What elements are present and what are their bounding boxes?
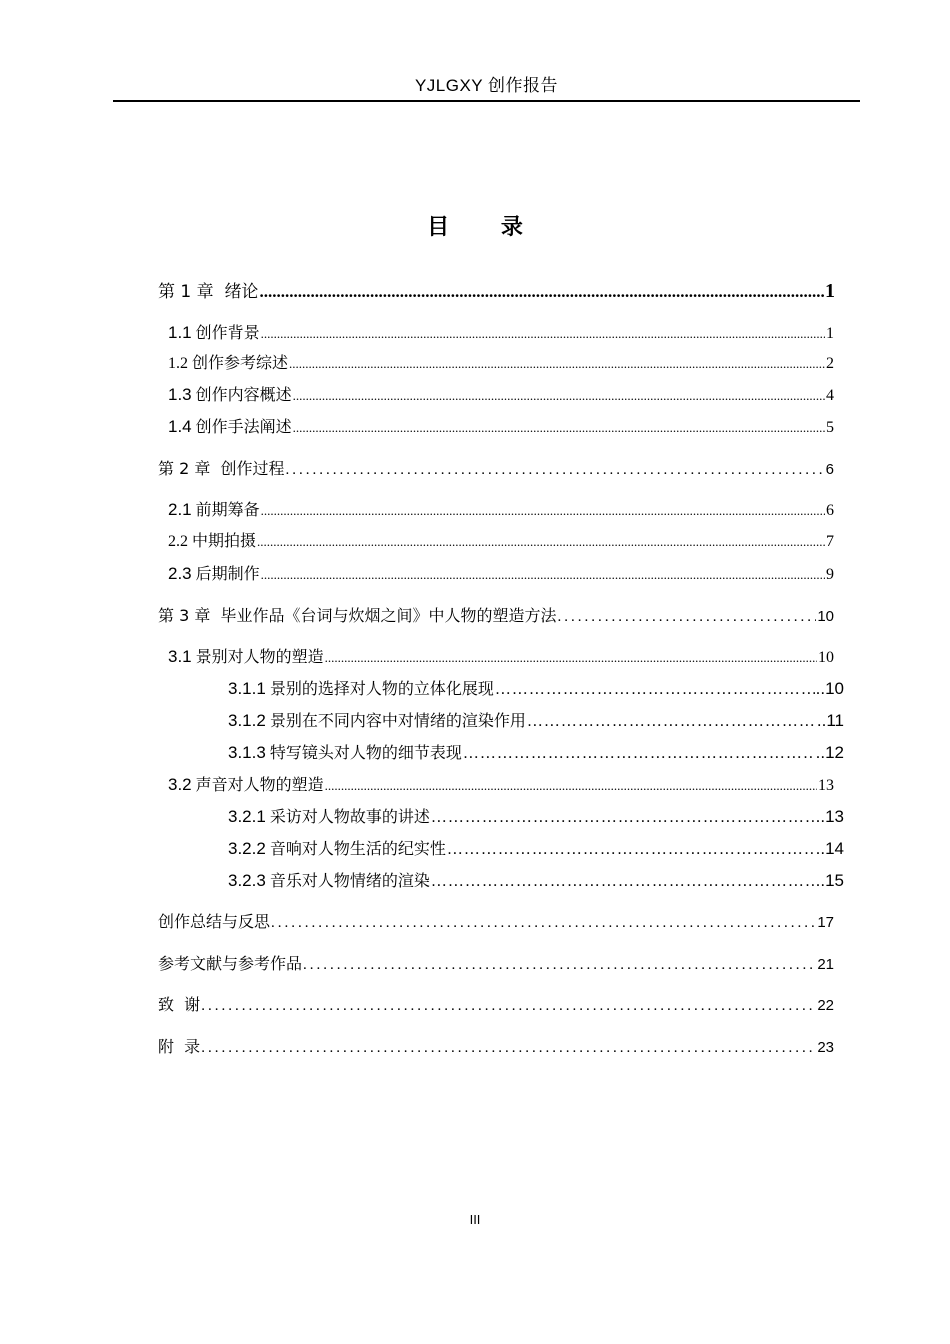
toc-entry-label: 2.1 前期筹备 (168, 500, 260, 519)
toc-page-number: 10 (818, 649, 834, 666)
toc-leader (558, 604, 817, 630)
toc-entry-label: 3.1 景别对人物的塑造 (168, 647, 324, 666)
toc-leader (261, 498, 825, 524)
toc-page-number: 2 (826, 355, 834, 372)
toc-entry-label: 3.2 声音对人物的塑造 (168, 775, 324, 794)
toc-entry-2-3[interactable] (168, 561, 834, 587)
toc-entry-ch3[interactable] (158, 603, 834, 629)
toc-page-number: 23 (817, 1039, 834, 1056)
toc-page-number: 4 (826, 387, 834, 404)
toc-page-number: ..11 (816, 711, 844, 730)
toc-entry-3-1[interactable] (168, 644, 834, 670)
toc-entry-label: 3.2.1 采访对人物故事的讲述 (228, 807, 430, 826)
toc-entry-ch1[interactable] (158, 278, 835, 304)
toc-entry-label: 1.4 创作手法阐述 (168, 417, 292, 436)
toc-entry-1-2[interactable] (168, 351, 834, 377)
toc-title: 目 录 (427, 215, 545, 240)
running-header: YJLGXY 创作报告 (414, 76, 559, 95)
toc-entry-3-2[interactable] (168, 772, 834, 798)
toc-leader (293, 415, 825, 441)
toc-page-number: ..15 (815, 871, 844, 890)
toc-entry-acknowledgements[interactable] (158, 992, 834, 1018)
toc-entry-1-3[interactable] (168, 382, 834, 408)
toc-leader (201, 1035, 816, 1061)
toc-entry-label: 1.2 创作参考综述 (168, 355, 289, 372)
toc-page-number: 17 (817, 914, 834, 931)
toc-entry-label: 第 1 章 绪论 (158, 282, 259, 302)
toc-page-number: 7 (826, 533, 834, 550)
toc-page-number: 6 (826, 502, 834, 519)
toc-entry-3-1-3[interactable] (228, 740, 844, 766)
toc-leader (271, 910, 816, 936)
toc-entry-summary[interactable] (158, 909, 834, 935)
toc-page-number: 22 (817, 997, 834, 1014)
toc-entry-ch2[interactable] (158, 456, 834, 482)
toc-leader (259, 279, 824, 305)
toc-entry-references[interactable] (158, 951, 834, 977)
toc-leader (289, 351, 825, 377)
toc-entry-label: 创作总结与反思 (158, 912, 271, 931)
toc-leader (431, 869, 815, 895)
toc-leader (325, 773, 817, 799)
toc-page-number: 13 (818, 777, 834, 794)
toc-leader (201, 993, 816, 1019)
toc-entry-appendix[interactable] (158, 1034, 834, 1060)
toc-entry-label: 3.2.3 音乐对人物情绪的渲染 (228, 871, 430, 890)
toc-page-number: 21 (817, 956, 834, 973)
toc-entry-label: 2.3 后期制作 (168, 564, 260, 583)
toc-leader (286, 457, 825, 483)
toc-page-number: ..12 (815, 743, 844, 762)
toc-leader (447, 837, 815, 863)
toc-entry-3-2-2[interactable] (228, 836, 844, 862)
toc-entry-2-2[interactable] (168, 529, 834, 555)
toc-leader (527, 709, 816, 735)
toc-leader (463, 741, 815, 767)
toc-leader (303, 952, 816, 978)
toc-entry-1-4[interactable] (168, 414, 834, 440)
toc-leader (257, 529, 825, 555)
toc-entry-3-2-1[interactable] (228, 804, 844, 830)
page-number-footer: III (469, 1212, 481, 1227)
toc-entry-label: 致 谢 (158, 995, 201, 1014)
toc-entry-label: 3.1.1 景别的选择对人物的立体化展现 (228, 679, 494, 698)
toc-entry-label: 第 2 章 创作过程 (158, 459, 285, 478)
toc-entry-label: 3.1.3 特写镜头对人物的细节表现 (228, 743, 462, 762)
toc-entry-label: 附 录 (158, 1037, 201, 1056)
toc-entry-label: 3.1.2 景别在不同内容中对情绪的渲染作用 (228, 711, 526, 730)
toc-entry-label: 2.2 中期拍摄 (168, 533, 257, 550)
toc-entry-2-1[interactable] (168, 497, 834, 523)
toc-page-number: 1 (826, 325, 834, 342)
toc-leader (495, 677, 815, 703)
toc-leader (325, 645, 817, 671)
toc-page-number: 10 (817, 608, 834, 625)
toc-leader (431, 805, 815, 831)
toc-entry-1-1[interactable] (168, 320, 834, 346)
toc-entry-label: 1.1 创作背景 (168, 323, 260, 342)
toc-page-number: 5 (826, 419, 834, 436)
toc-entry-3-2-3[interactable] (228, 868, 844, 894)
toc-leader (261, 562, 825, 588)
toc-page-number: ..10 (815, 679, 844, 698)
toc-leader (261, 321, 825, 347)
toc-page-number: 1 (825, 280, 835, 302)
toc-entry-3-1-1[interactable] (228, 676, 844, 702)
toc-entry-label: 1.3 创作内容概述 (168, 385, 292, 404)
toc-entry-3-1-2[interactable] (228, 708, 844, 734)
toc-entry-label: 参考文献与参考作品 (158, 954, 303, 973)
toc-page-number: ..13 (815, 807, 844, 826)
toc-page-number: 6 (825, 461, 834, 478)
toc-entry-label: 3.2.2 音响对人物生活的纪实性 (228, 839, 446, 858)
toc-page-number: 9 (826, 566, 834, 583)
toc-entry-label: 第 3 章 毕业作品《台词与炊烟之间》中人物的塑造方法 (158, 606, 557, 625)
toc-page-number: ..14 (815, 839, 844, 858)
toc-leader (293, 383, 825, 409)
